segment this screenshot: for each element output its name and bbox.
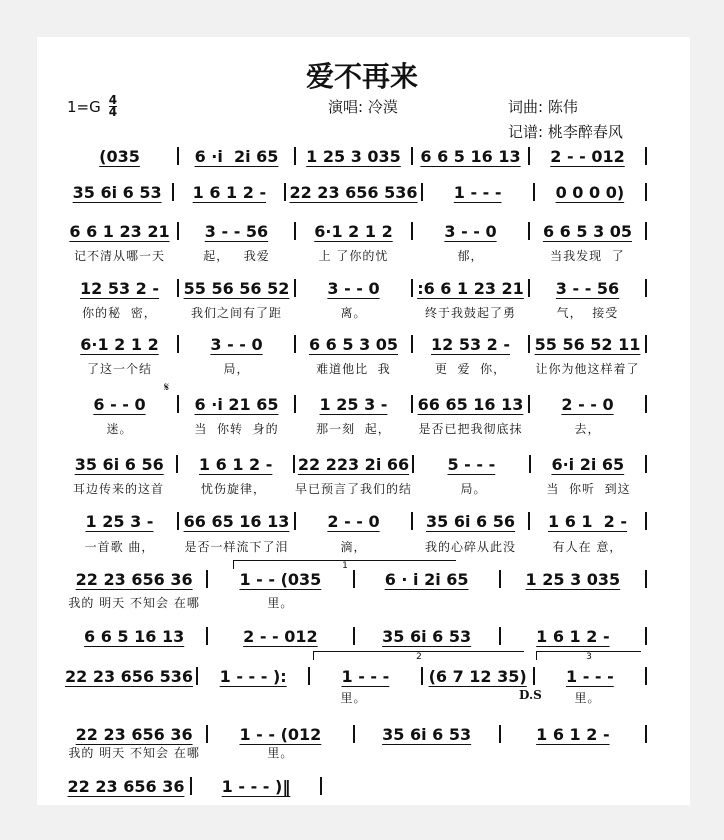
measure: 6 - - 0 — [93, 394, 146, 414]
notation-line — [65, 625, 650, 647]
measure: 1 6 1 2 - — [547, 511, 628, 531]
bar-line — [411, 512, 413, 530]
measure: 1 6 1 2 - — [192, 182, 267, 202]
key-signature — [67, 95, 117, 118]
bar-line — [645, 725, 647, 743]
lyric-segment: 我的心碎从此没 — [424, 539, 516, 554]
lyrics-line — [65, 689, 650, 705]
volta-2: 2 — [313, 651, 524, 660]
bar-line — [176, 455, 178, 473]
lyric-segment: 当 你听 到这 — [546, 481, 631, 496]
segno-sign: 𝄋 — [164, 380, 170, 394]
lyric-segment: 那一刻 起， — [316, 421, 391, 436]
bar-line — [294, 147, 296, 165]
bar-line — [645, 147, 647, 165]
bar-line — [284, 183, 286, 201]
bar-line — [177, 335, 179, 353]
notation-line — [65, 665, 650, 687]
bar-line — [206, 725, 208, 743]
bar-line — [294, 222, 296, 240]
bar-line — [533, 667, 535, 685]
measure: 1 - - - — [341, 666, 390, 686]
measure: 1 25 3 035 — [525, 569, 621, 589]
bar-line — [499, 570, 501, 588]
lyric-segment: 我的 明天 不知会 在哪 — [68, 745, 200, 760]
bar-line — [645, 335, 647, 353]
measure: 66 65 16 13 — [417, 394, 524, 414]
measure: 6 6 5 3 05 — [542, 221, 633, 241]
bar-line — [533, 183, 535, 201]
measure: 22 23 656 36 — [75, 724, 193, 744]
bar-line — [528, 395, 530, 413]
notation-line — [65, 723, 650, 745]
bar-line — [412, 455, 414, 473]
bar-line — [645, 667, 647, 685]
measure: 2 - - 012 — [243, 626, 318, 646]
measure: 6 ·i 21 65 — [194, 394, 279, 414]
measure: 6 ·i 2i 65 — [194, 146, 279, 166]
measure: 0 0 0 0) — [555, 182, 625, 202]
lyric-segment: 终于我鼓起了勇 — [424, 305, 516, 320]
measure: 3 - - 56 — [555, 278, 620, 298]
measure: 12 53 2 - — [79, 278, 159, 298]
measure: 12 53 2 - — [430, 334, 510, 354]
measure: 35 6i 6 53 — [72, 182, 162, 202]
bar-line — [293, 455, 295, 473]
bar-line — [177, 395, 179, 413]
notation-line — [65, 510, 650, 532]
measure: (6 7 12 35) — [428, 666, 527, 686]
bar-line — [294, 335, 296, 353]
notation-line — [65, 333, 650, 355]
ds-marking: D.S — [519, 688, 542, 702]
bar-line — [353, 627, 355, 645]
measure: 1 - - - ): — [219, 666, 287, 686]
lyric-segment: 上 了你的忧 — [318, 248, 389, 263]
lyric-segment: 局。 — [460, 481, 487, 496]
lyric-segment: 里。 — [267, 595, 294, 610]
measure: 55 56 52 11 — [534, 334, 641, 354]
bar-line — [353, 725, 355, 743]
lyrics-line — [65, 247, 650, 263]
lyric-segment: 去， — [574, 421, 601, 436]
measure: 3 - - 56 — [204, 221, 269, 241]
bar-line — [421, 183, 423, 201]
bar-line — [294, 395, 296, 413]
lyric-segment: 是否一样流下了泪 — [184, 539, 289, 554]
lyrics-line — [65, 744, 650, 760]
measure: 6·i 2i 65 — [551, 454, 625, 474]
measure: (035 — [99, 146, 140, 166]
bar-line — [499, 725, 501, 743]
measure: 2 - - 0 — [327, 511, 380, 531]
measure: 35 6i 6 53 — [382, 626, 472, 646]
measure: 3 - - 0 — [327, 278, 380, 298]
measure: 1 - - (012 — [239, 724, 322, 744]
measure: 6 6 5 16 13 — [420, 146, 521, 166]
measure: 1 - - (035 — [239, 569, 322, 589]
measure: 1 6 1 2 - — [536, 626, 610, 646]
bar-line — [411, 279, 413, 297]
bar-line — [645, 183, 647, 201]
bar-line — [177, 222, 179, 240]
bar-line — [411, 395, 413, 413]
measure: 2 - - 0 — [561, 394, 614, 414]
measure: 1 6 1 2 - — [198, 454, 273, 474]
bar-line — [353, 570, 355, 588]
lyric-segment: 了这一个结 — [86, 361, 152, 376]
measure: 1 6 1 2 - — [536, 724, 610, 744]
lyric-segment: 难道他比 我 — [316, 361, 391, 376]
lyric-segment: 当我发现 了 — [550, 248, 625, 263]
bar-line — [308, 667, 310, 685]
measure: 1 25 3 035 — [306, 146, 401, 166]
bar-line — [645, 455, 647, 473]
bar-line — [645, 627, 647, 645]
lyrics-line — [65, 480, 650, 496]
lyric-segment: 我的 明天 不知会 在哪 — [68, 595, 200, 610]
measure: 6 · i 2i 65 — [384, 569, 469, 589]
measure: 6·1 2 1 2 — [80, 334, 159, 354]
lyric-segment: 里。 — [340, 690, 367, 705]
lyric-segment: 当 你转 身的 — [194, 421, 279, 436]
lyric-segment: 是否已把我彻底抹 — [418, 421, 523, 436]
notation-line — [65, 277, 650, 299]
bar-line — [528, 147, 530, 165]
volta-1: 1 — [233, 560, 456, 569]
bar-line — [172, 183, 174, 201]
measure: 35 6i 6 56 — [426, 511, 515, 531]
lyric-segment: 气， 接受 — [556, 305, 619, 320]
lyric-segment: 迷。 — [106, 421, 133, 436]
measure: 1 25 3 - — [319, 394, 388, 414]
measure: 2 - - 012 — [550, 146, 625, 166]
measure: 1 - - - — [565, 666, 614, 686]
measure: 22 23 656 536 — [65, 666, 194, 686]
notation-line — [65, 568, 650, 590]
lyric-segment: 离。 — [340, 305, 367, 320]
measure: 22 223 2i 66 — [297, 454, 410, 474]
lyric-segment: 更 爱 你， — [434, 361, 507, 376]
lyric-segment: 有人在 意， — [552, 539, 623, 554]
bar-line — [320, 777, 322, 795]
lyric-segment: 让你为他这样着了 — [535, 361, 640, 376]
lyric-segment: 一首歌 曲， — [84, 539, 155, 554]
notation-line — [65, 181, 650, 203]
bar-line — [411, 147, 413, 165]
bar-line — [177, 279, 179, 297]
measure: 6 6 5 16 13 — [84, 626, 185, 646]
bar-line — [421, 667, 423, 685]
bar-line — [528, 279, 530, 297]
measure: 6 6 5 3 05 — [308, 334, 399, 354]
measure: 1 - - - )‖ — [221, 776, 291, 796]
bar-line — [499, 627, 501, 645]
measure: 66 65 16 13 — [183, 511, 290, 531]
singer-credit: 演唱: 冷漠 — [328, 98, 398, 116]
notation-line — [65, 220, 650, 242]
key-label: 1=G — [67, 97, 101, 116]
measure: 6 6 1 23 21 — [69, 221, 170, 241]
measure: 55 56 56 52 — [183, 278, 290, 298]
notation-line — [65, 145, 650, 167]
time-signature: $\frac{4}{4}$ — [108, 93, 118, 119]
lyric-segment: 起， 我爱 — [203, 248, 270, 263]
bar-line — [528, 222, 530, 240]
notation-line — [65, 393, 650, 415]
lyric-segment: 耳边传来的这首 — [72, 481, 164, 496]
lyric-segment: 郁， — [457, 248, 484, 263]
bar-line — [294, 512, 296, 530]
measure: 1 - - - — [453, 182, 502, 202]
bar-line — [645, 395, 647, 413]
lyrics-line — [65, 538, 650, 554]
lyric-segment: 忧伤旋律， — [200, 481, 266, 496]
transcriber-credit: 记谱: 桃李醉春风 — [508, 123, 623, 141]
bar-line — [294, 279, 296, 297]
bar-line — [206, 570, 208, 588]
bar-line — [411, 222, 413, 240]
measure: 5 - - - — [447, 454, 496, 474]
bar-line — [528, 512, 530, 530]
bar-line — [206, 627, 208, 645]
bar-line — [177, 147, 179, 165]
bar-line — [196, 667, 198, 685]
lyric-segment: 局， — [223, 361, 250, 376]
bar-line — [411, 335, 413, 353]
lyrics-line — [65, 304, 650, 320]
bar-line — [645, 512, 647, 530]
lyric-segment: 里。 — [574, 690, 601, 705]
volta-3: 3 — [536, 651, 641, 660]
measure: :6 6 1 23 21 — [417, 278, 524, 298]
measure: 22 23 656 536 — [289, 182, 418, 202]
lyric-segment: 滴， — [340, 539, 367, 554]
notation-line — [65, 453, 650, 475]
measure: 1 25 3 - — [85, 511, 154, 531]
measure: 22 23 656 36 — [75, 569, 193, 589]
bar-line — [645, 279, 647, 297]
lyric-segment: 你的秘 密， — [82, 305, 157, 320]
song-title: 爱不再来 — [305, 60, 418, 93]
lyric-segment: 里。 — [267, 745, 294, 760]
bar-line — [645, 222, 647, 240]
lyric-segment: 我们之间有了距 — [190, 305, 282, 320]
lyrics-line — [65, 594, 650, 610]
bar-line — [190, 777, 192, 795]
bar-line — [645, 570, 647, 588]
lyric-segment: 早已预言了我们的结 — [295, 481, 413, 496]
bar-line — [529, 455, 531, 473]
bar-line — [177, 512, 179, 530]
measure: 6·1 2 1 2 — [314, 221, 393, 241]
notation-line — [65, 775, 325, 797]
measure: 35 6i 6 56 — [74, 454, 164, 474]
measure: 22 23 656 36 — [67, 776, 185, 796]
measure: 35 6i 6 53 — [382, 724, 472, 744]
lyric-segment: 记不清从哪一天 — [73, 248, 165, 263]
measure: 3 - - 0 — [210, 334, 263, 354]
composer-credit: 词曲: 陈伟 — [508, 98, 578, 116]
lyrics-line — [65, 420, 650, 436]
bar-line — [528, 335, 530, 353]
measure: 3 - - 0 — [444, 221, 497, 241]
lyrics-line — [65, 360, 650, 376]
